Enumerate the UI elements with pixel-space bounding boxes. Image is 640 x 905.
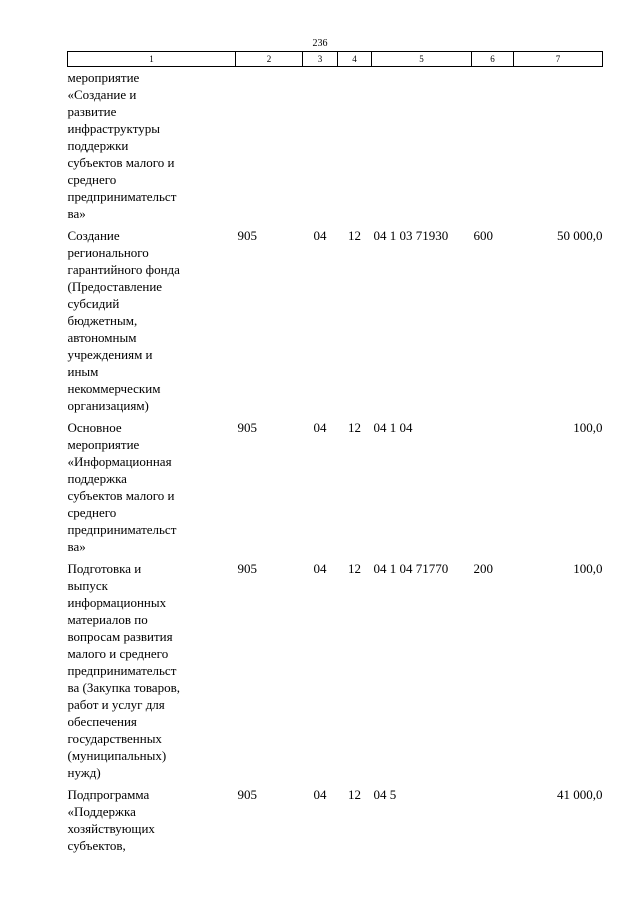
cell-col4: 12 bbox=[348, 420, 361, 435]
row-name-line: работ и услуг для bbox=[67, 697, 165, 712]
cell-col2: 905 bbox=[237, 228, 257, 243]
cell-col5: 04 5 bbox=[373, 787, 397, 802]
row-name bbox=[68, 419, 236, 555]
header-col-3: 3 bbox=[303, 52, 338, 67]
row-name-line: субсидий bbox=[67, 296, 120, 311]
row-name-line: поддержки bbox=[67, 138, 129, 153]
row-name-line: регионального bbox=[67, 245, 149, 260]
cell-col7: 50 000,0 bbox=[557, 228, 603, 243]
table-row bbox=[68, 786, 603, 854]
cell-col7: 100,0 bbox=[573, 561, 603, 576]
row-name-line: «Информационная bbox=[67, 454, 172, 469]
row-name bbox=[68, 67, 236, 223]
row-name-line: Подготовка и bbox=[67, 561, 142, 576]
header-col-2: 2 bbox=[236, 52, 303, 67]
cell-col2: 905 bbox=[237, 787, 257, 802]
cell-col4 bbox=[338, 67, 372, 223]
cell-col5: 04 1 04 71770 bbox=[373, 561, 449, 576]
page-number: 236 bbox=[312, 38, 328, 49]
table-row bbox=[68, 227, 603, 414]
row-name bbox=[68, 786, 236, 854]
header-col-6: 6 bbox=[472, 52, 514, 67]
row-name-line: среднего bbox=[67, 505, 117, 520]
cell-col3: 04 bbox=[313, 228, 327, 243]
row-name-line: предпринимательст bbox=[67, 189, 177, 204]
budget-table bbox=[67, 51, 603, 854]
row-name-line: бюджетным, bbox=[67, 313, 138, 328]
row-name-line: поддержка bbox=[67, 471, 127, 486]
cell-col6 bbox=[472, 419, 514, 555]
cell-col7: 41 000,0 bbox=[557, 787, 603, 802]
table-row bbox=[68, 67, 603, 223]
row-name-line: ва (Закупка товаров, bbox=[67, 680, 180, 695]
header-row bbox=[68, 52, 603, 67]
cell-col6: 600 bbox=[473, 228, 493, 243]
cell-col5 bbox=[372, 67, 472, 223]
row-name-line: предпринимательст bbox=[67, 663, 177, 678]
row-name-line: среднего bbox=[67, 172, 117, 187]
cell-col4: 12 bbox=[348, 787, 361, 802]
row-name-line: государственных bbox=[67, 731, 162, 746]
row-name bbox=[68, 227, 236, 414]
row-name-line: обеспечения bbox=[67, 714, 137, 729]
row-name-line: иным bbox=[67, 364, 99, 379]
row-name-line: ва» bbox=[67, 206, 86, 221]
row-name-line: автономным bbox=[67, 330, 137, 345]
row-name-line: организациям) bbox=[67, 398, 149, 413]
cell-col4: 12 bbox=[348, 561, 361, 576]
row-name-line: малого и среднего bbox=[67, 646, 169, 661]
cell-col5: 04 1 04 bbox=[373, 420, 413, 435]
table-body bbox=[68, 67, 603, 855]
row-name-line: мероприятие bbox=[67, 437, 140, 452]
row-name-line: (муниципальных) bbox=[67, 748, 167, 763]
row-name-line: инфраструктуры bbox=[67, 121, 160, 136]
cell-col2: 905 bbox=[237, 420, 257, 435]
header-col-1: 1 bbox=[68, 52, 236, 67]
header-col-4: 4 bbox=[338, 52, 372, 67]
cell-col4: 12 bbox=[348, 228, 361, 243]
row-name-line: развитие bbox=[67, 104, 117, 119]
row-name-line: ва» bbox=[67, 539, 86, 554]
table-row bbox=[68, 560, 603, 781]
row-name-line: предпринимательст bbox=[67, 522, 177, 537]
cell-col6: 200 bbox=[473, 561, 493, 576]
row-name-line: Подпрограмма bbox=[67, 787, 150, 802]
cell-col5: 04 1 03 71930 bbox=[373, 228, 449, 243]
cell-col6 bbox=[472, 67, 514, 223]
cell-col3: 04 bbox=[313, 561, 327, 576]
cell-col3: 04 bbox=[313, 787, 327, 802]
row-name-line: субъектов малого и bbox=[67, 488, 175, 503]
row-name-line: «Создание и bbox=[67, 87, 137, 102]
row-name-line: хозяйствующих bbox=[67, 821, 155, 836]
row-name-line: вопросам развития bbox=[67, 629, 173, 644]
row-name-line: Создание bbox=[67, 228, 120, 243]
row-name-line: субъектов малого и bbox=[67, 155, 175, 170]
row-name-line: Основное bbox=[67, 420, 122, 435]
cell-col3: 04 bbox=[313, 420, 327, 435]
header-col-7: 7 bbox=[514, 52, 603, 67]
row-name-line: материалов по bbox=[67, 612, 148, 627]
row-name-line: учреждениям и bbox=[67, 347, 153, 362]
row-name-line: нужд) bbox=[67, 765, 101, 780]
row-name-line: информационных bbox=[67, 595, 167, 610]
row-name-line: мероприятие bbox=[67, 70, 140, 85]
cell-col2 bbox=[236, 67, 303, 223]
table-row bbox=[68, 419, 603, 555]
cell-col7: 100,0 bbox=[573, 420, 603, 435]
cell-col2: 905 bbox=[237, 561, 257, 576]
row-name-line: гарантийного фонда bbox=[67, 262, 180, 277]
row-name-line: некоммерческим bbox=[67, 381, 161, 396]
row-name-line: «Поддержка bbox=[67, 804, 136, 819]
cell-col7 bbox=[514, 67, 603, 223]
row-name-line: (Предоставление bbox=[67, 279, 163, 294]
row-name bbox=[68, 560, 236, 781]
row-name-line: выпуск bbox=[67, 578, 108, 593]
row-name-line: субъектов, bbox=[67, 838, 126, 853]
header-col-5: 5 bbox=[372, 52, 472, 67]
cell-col6 bbox=[472, 786, 514, 854]
cell-col3 bbox=[303, 67, 338, 223]
